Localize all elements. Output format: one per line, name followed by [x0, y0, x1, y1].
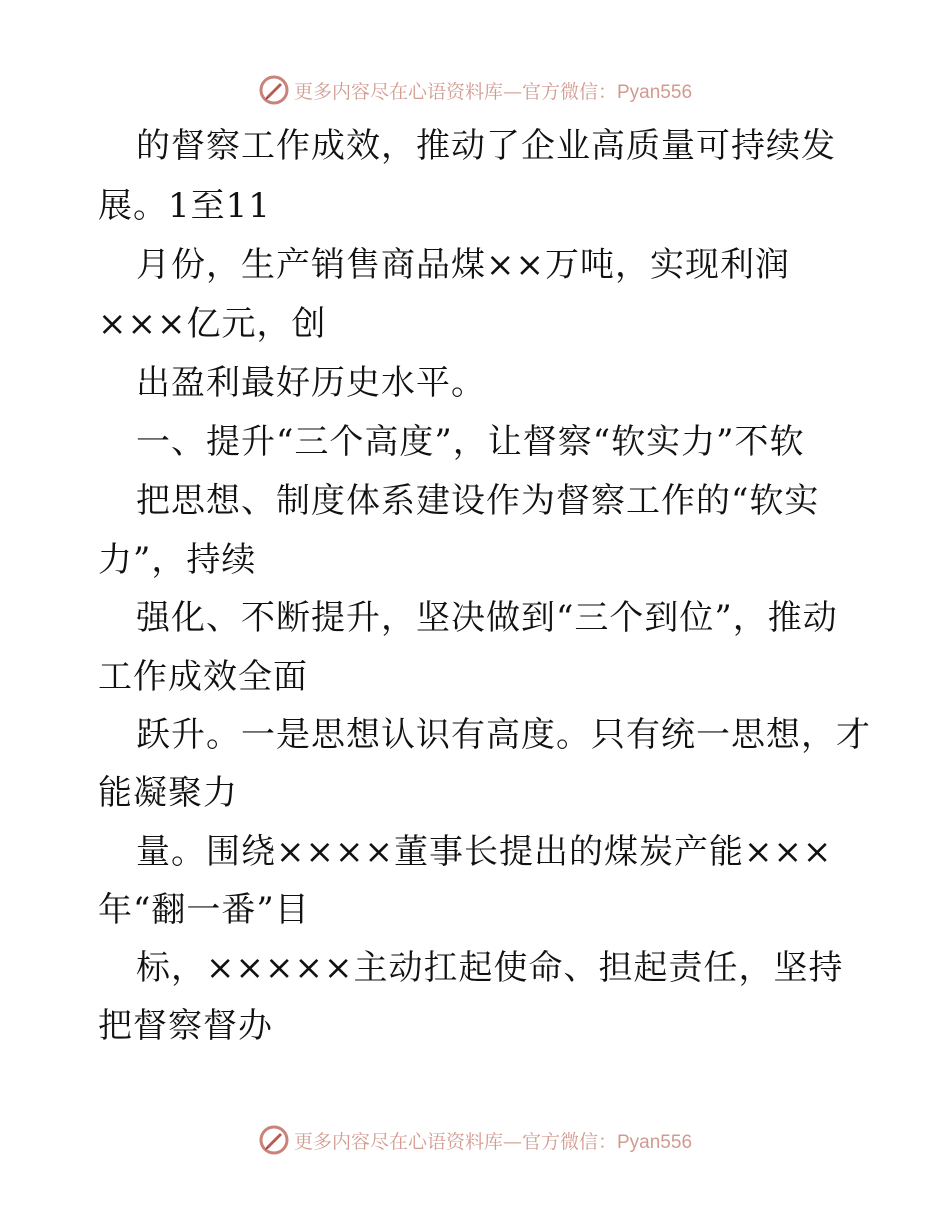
text-line: 力”，持续	[98, 540, 257, 580]
text-line: 年“翻一番”目	[98, 890, 310, 930]
watermark-text: 更多内容尽在心语资料库—官方微信：Pyan556	[293, 80, 693, 103]
text-line: 把思想、制度体系建设作为督察工作的“软实	[136, 481, 820, 521]
text-line: 工作成效全面	[98, 657, 308, 697]
section-heading: 一、提升“三个高度”，让督察“软实力”不软	[136, 422, 805, 462]
text-line: 出盈利最好历史水平。	[136, 363, 486, 403]
text-line: 强化、不断提升，坚决做到“三个到位”，推动	[136, 598, 838, 638]
text-line: 标，×××××主动扛起使命、担起责任，坚持	[136, 948, 844, 988]
text-line: 把督察督办	[98, 1006, 273, 1046]
pen-logo-icon	[258, 1124, 290, 1156]
text-line: 月份，生产销售商品煤××万吨，实现利润	[136, 245, 790, 285]
text-line: ×××亿元，创	[98, 304, 327, 344]
text-line: 展。1至11	[98, 186, 271, 226]
text-line: 量。围绕××××董事长提出的煤炭产能×××	[136, 832, 833, 872]
text-line: 能凝聚力	[98, 773, 238, 813]
text-line: 的督察工作成效，推动了企业高质量可持续发	[136, 126, 836, 166]
watermark-text: 更多内容尽在心语资料库—官方微信：Pyan556	[293, 1130, 693, 1153]
text-line: 跃升。一是思想认识有高度。只有统一思想，才	[136, 715, 871, 755]
footer-watermark	[0, 1120, 950, 1160]
